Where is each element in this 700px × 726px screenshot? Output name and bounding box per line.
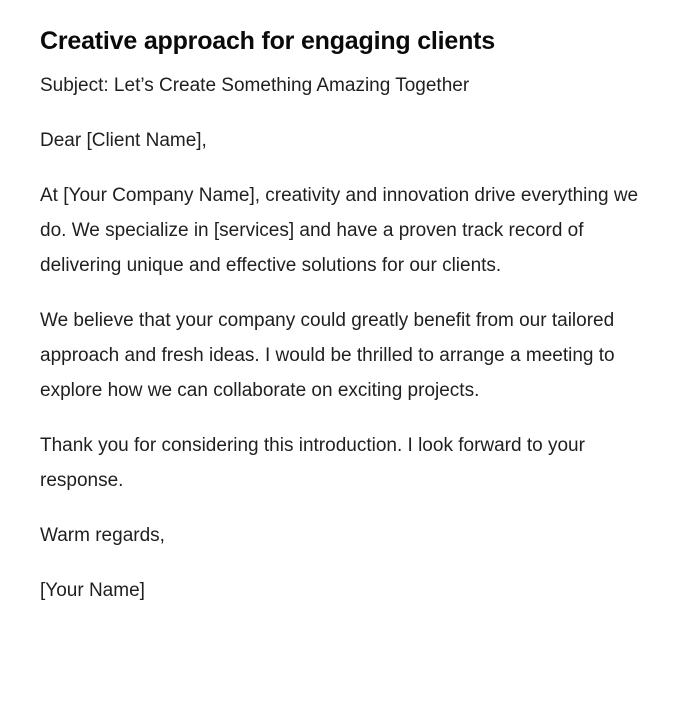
body-paragraph-thanks: Thank you for considering this introduction. I look forward to your response. xyxy=(40,435,585,491)
closing: Warm regards, xyxy=(40,525,165,546)
subject-line: Subject: Let’s Create Something Amazing Together xyxy=(40,75,470,96)
body-paragraph-proposal: We believe that your company could greatly benefit from our tailored approach and fresh ideas. I would be thrilled to arrange a meeting to explore how we can collaborate on exciting projects. xyxy=(40,310,615,401)
signature: [Your Name] xyxy=(40,580,145,601)
greeting: Dear [Client Name], xyxy=(40,130,207,151)
body-paragraph-intro: At [Your Company Name], creativity and innovation drive everything we do. We specialize in [services] and have a proven track record of delivering unique and effective solutions for our clients. xyxy=(40,185,639,276)
document-title: Creative approach for engaging clients xyxy=(40,27,496,55)
